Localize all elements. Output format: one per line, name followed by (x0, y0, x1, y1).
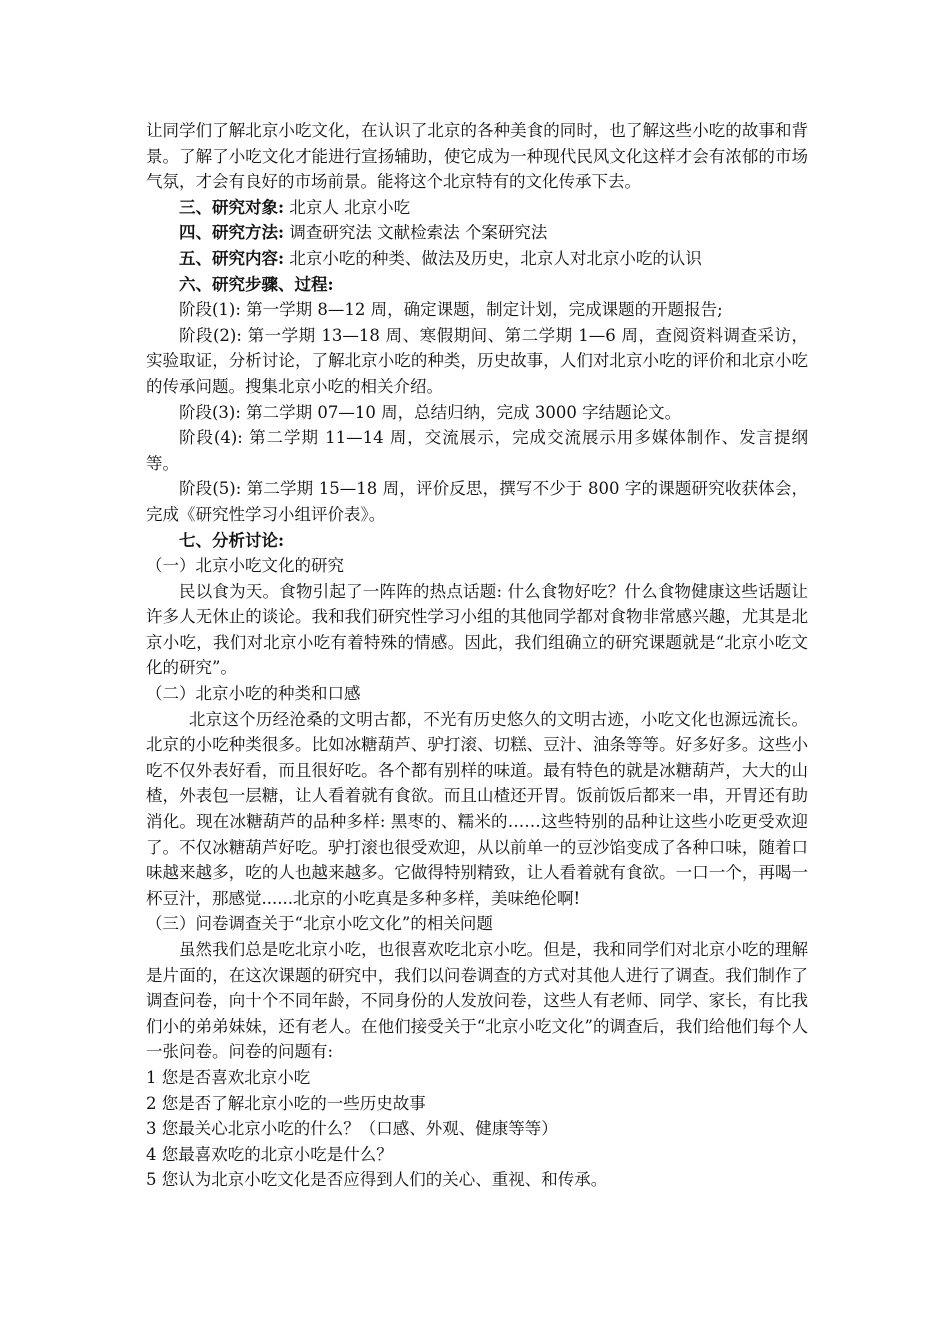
intro-paragraph: 让同学们了解北京小吃文化，在认识了北京的各种美食的同时，也了解这些小吃的故事和背景。了解了小吃文化才能进行宣扬辅助，使它成为一种现代民风文化这样才会有浓郁的市场气氛，才会有良好的市场前景。能将这个北京特有的文化传承下去。 (146, 121, 808, 192)
question-item: 4 您最喜欢吃的北京小吃是什么？ (146, 1144, 393, 1164)
subsection-paragraph: 虽然我们总是吃北京小吃，也很喜欢吃北京小吃。但是，我和同学们对北京小吃的理解是片面的，在这次课题的研究中，我们以问卷调查的方式对其他人进行了调查。我们制作了调查问卷，向十个不同年龄，不同身份的人发放问卷，这些人有老师、同学、家长，有比我们小的弟弟妹妹，还有老人。在他们接受关于“北京小吃文化”的调查后，我们给他们每个人一张问卷。问卷的问题有: (146, 940, 808, 1062)
question-item: 2 您是否了解北京小吃的一些历史故事 (146, 1093, 426, 1113)
stage-item: 阶段(4): 第二学期 11—14 周，交流展示，完成交流展示用多媒体制作、发言提纲等。 (146, 428, 808, 473)
stage-item: 阶段(5): 第二学期 15—18 周，评价反思，撰写不少于 800 字的课题研究收获体会，完成《研究性学习小组评价表》。 (146, 479, 808, 524)
section-label: 七、分析讨论: (179, 530, 285, 550)
document-page (146, 118, 808, 1193)
section-research-method (146, 220, 808, 246)
stage-item: 阶段(1): 第一学期 8—12 周，确定课题，制定计划，完成课题的开题报告; (179, 300, 723, 320)
section-label: 四、研究方法: (179, 223, 285, 243)
section-label: 六、研究步骤、过程: (179, 274, 334, 294)
question-item: 5 您认为北京小吃文化是否应得到人们的关心、重视、和传承。 (146, 1170, 608, 1190)
section-label: 五、研究内容: (179, 248, 285, 268)
section-label: 三、研究对象: (179, 197, 285, 217)
section-content: 北京人 北京小吃 (289, 197, 411, 217)
subsection-heading: （三）问卷调查关于“北京小吃文化”的相关问题 (146, 914, 493, 934)
question-item: 1 您是否喜欢北京小吃 (146, 1067, 311, 1087)
stage-item: 阶段(2): 第一学期 13—18 周、寒假期间、第二学期 1—6 周，查阅资料调查采访，实验取证，分析讨论，了解北京小吃的种类，历史故事，人们对北京小吃的评价和北京小吃的传承问题。搜集北京小吃的相关介绍。 (146, 325, 808, 396)
question-item: 3 您最关心北京小吃的什么？（口感、外观、健康等等） (146, 1119, 558, 1139)
subsection-paragraph: 北京这个历经沧桑的文明古都，不光有历史悠久的文明古迹，小吃文化也源远流长。北京的小吃种类很多。比如冰糖葫芦、驴打滚、切糕、豆汁、油条等等。好多好多。这些小吃不仅外表好看，而且很好吃。各个都有别样的味道。最有特色的就是冰糖葫芦，大大的山楂，外表包一层糖，让人看着就有食欲。而且山楂还开胃。饭前饭后都来一串，开胃还有助消化。现在冰糖葫芦的品种多样: 黑枣的、糯米的……这些特别的品种让这些小吃更受欢迎了。不仅冰糖葫芦好吃。驴打滚也很受欢迎，从以前单一的豆沙馅变成了各种口味，随着口味越来越多，吃的人也越来越多。它做得特别精致，让人看着就有食欲。一口一个，再喝一杯豆汁，那感觉......北京的小吃真是多种多样，美味绝伦啊! (146, 709, 808, 908)
section-content: 调查研究法 文献检索法 个案研究法 (289, 223, 548, 243)
section-research-steps (146, 272, 808, 298)
stage-item: 阶段(3): 第二学期 07—10 周，总结归纳，完成 3000 字结题论文。 (179, 402, 682, 422)
subsection-paragraph: 民以食为天。食物引起了一阵阵的热点话题: 什么食物好吃？什么食物健康这些话题让许多人无休止的谈论。我和我们研究性学习小组的其他同学都对食物非常感兴趣，尤其是北京小吃，我们对北京小吃有着特殊的情感。因此，我们组确立的研究课题就是“北京小吃文化的研究”。 (146, 581, 808, 678)
section-research-content (146, 246, 808, 272)
subsection-heading: （一）北京小吃文化的研究 (146, 556, 344, 576)
section-content: 北京小吃的种类、做法及历史，北京人对北京小吃的认识 (289, 248, 702, 268)
section-analysis (146, 528, 808, 554)
section-research-object (146, 195, 808, 221)
subsection-heading: （二）北京小吃的种类和口感 (146, 684, 361, 704)
